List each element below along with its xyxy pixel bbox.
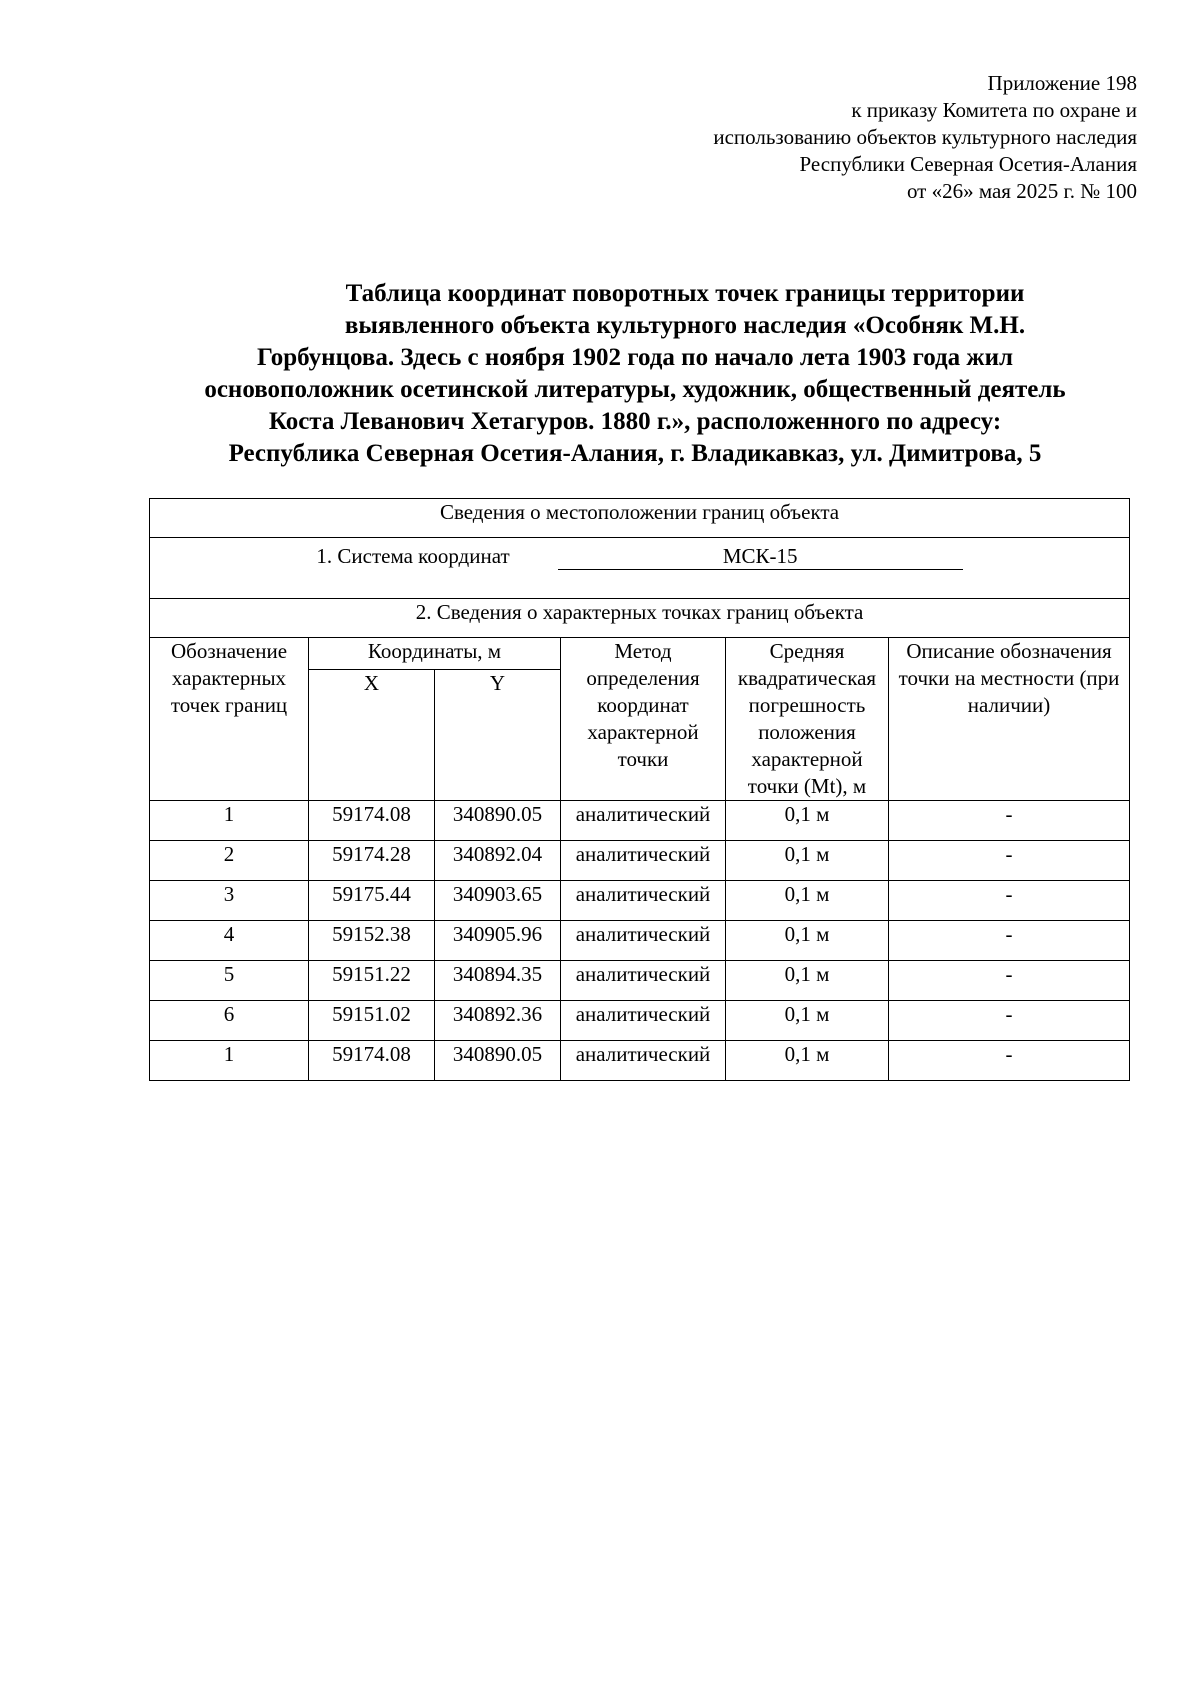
header-description: Описание обозначения точки на местности (при наличии) xyxy=(889,638,1130,801)
header-x: X xyxy=(309,670,435,801)
cell-point: 1 xyxy=(150,801,309,841)
coordinate-system-cell xyxy=(150,538,1130,599)
title-line: Коста Леванович Хетагуров. 1880 г.», расположенного по адресу: xyxy=(268,408,1002,435)
header-y: Y xyxy=(435,670,561,801)
header-coordinates: Координаты, м xyxy=(309,638,561,670)
appendix-line: к приказу Комитета по охране и xyxy=(851,98,1137,122)
cell-error: 0,1 м xyxy=(726,1001,889,1041)
cell-y: 340892.04 xyxy=(435,841,561,881)
table-row xyxy=(150,1001,1130,1041)
cell-error: 0,1 м xyxy=(726,1041,889,1081)
cell-description: - xyxy=(889,841,1130,881)
table-info-header-row xyxy=(150,499,1130,538)
appendix-line: Приложение 198 xyxy=(987,71,1137,95)
coordinate-system-label: 1. Система координат xyxy=(316,544,510,568)
cell-description: - xyxy=(889,1001,1130,1041)
cell-description: - xyxy=(889,881,1130,921)
title-line: Таблица координат поворотных точек границы территории xyxy=(345,280,1025,307)
coordinates-table xyxy=(149,498,1130,1081)
cell-error: 0,1 м xyxy=(726,881,889,921)
cell-method: аналитический xyxy=(561,801,726,841)
table-row xyxy=(150,1041,1130,1081)
title-line: Горбунцова. Здесь с ноября 1902 года по начало лета 1903 года жил xyxy=(257,344,1013,371)
info-header-cell: Сведения о местоположении границ объекта xyxy=(150,499,1130,538)
cell-point: 6 xyxy=(150,1001,309,1041)
document-title xyxy=(140,278,1130,470)
header-method: Метод определения координат характерной точки xyxy=(561,638,726,801)
header-error: Средняя квадратическая погрешность положения характерной точки (Mt), м xyxy=(726,638,889,801)
cell-description: - xyxy=(889,801,1130,841)
cell-x: 59174.08 xyxy=(309,1041,435,1081)
appendix-line: Республики Северная Осетия-Алания xyxy=(799,152,1137,176)
cell-error: 0,1 м xyxy=(726,961,889,1001)
title-line: выявленного объекта культурного наследия «Особняк М.Н. xyxy=(344,312,1026,339)
cell-x: 59175.44 xyxy=(309,881,435,921)
coordinate-system-value: МСК-15 xyxy=(558,543,963,570)
table-row xyxy=(150,961,1130,1001)
header-designation: Обозначение характерных точек границ xyxy=(150,638,309,801)
cell-x: 59151.22 xyxy=(309,961,435,1001)
table-row xyxy=(150,801,1130,841)
cell-point: 2 xyxy=(150,841,309,881)
cell-method: аналитический xyxy=(561,841,726,881)
cell-method: аналитический xyxy=(561,881,726,921)
column-header-row xyxy=(150,638,1130,670)
cell-y: 340890.05 xyxy=(435,1041,561,1081)
cell-point: 3 xyxy=(150,881,309,921)
points-title-cell: 2. Сведения о характерных точках границ объекта xyxy=(150,599,1130,638)
cell-point: 5 xyxy=(150,961,309,1001)
cell-x: 59174.28 xyxy=(309,841,435,881)
cell-error: 0,1 м xyxy=(726,921,889,961)
cell-y: 340892.36 xyxy=(435,1001,561,1041)
table-row xyxy=(150,841,1130,881)
cell-point: 1 xyxy=(150,1041,309,1081)
coordinate-system-row xyxy=(150,538,1130,599)
cell-method: аналитический xyxy=(561,1041,726,1081)
table-row xyxy=(150,881,1130,921)
cell-error: 0,1 м xyxy=(726,841,889,881)
table-row xyxy=(150,921,1130,961)
cell-description: - xyxy=(889,1041,1130,1081)
appendix-block xyxy=(713,70,1137,205)
appendix-line: от «26» мая 2025 г. № 100 xyxy=(906,179,1137,203)
cell-x: 59152.38 xyxy=(309,921,435,961)
title-line: основоположник осетинской литературы, художник, общественный деятель xyxy=(204,376,1066,403)
cell-description: - xyxy=(889,921,1130,961)
points-title-row xyxy=(150,599,1130,638)
cell-error: 0,1 м xyxy=(726,801,889,841)
title-line: Республика Северная Осетия-Алания, г. Владикавказ, ул. Димитрова, 5 xyxy=(228,440,1042,467)
cell-method: аналитический xyxy=(561,921,726,961)
cell-method: аналитический xyxy=(561,961,726,1001)
appendix-line: использованию объектов культурного наследия xyxy=(713,125,1137,149)
cell-y: 340890.05 xyxy=(435,801,561,841)
cell-y: 340905.96 xyxy=(435,921,561,961)
cell-x: 59174.08 xyxy=(309,801,435,841)
cell-y: 340903.65 xyxy=(435,881,561,921)
cell-y: 340894.35 xyxy=(435,961,561,1001)
cell-description: - xyxy=(889,961,1130,1001)
cell-point: 4 xyxy=(150,921,309,961)
cell-x: 59151.02 xyxy=(309,1001,435,1041)
cell-method: аналитический xyxy=(561,1001,726,1041)
